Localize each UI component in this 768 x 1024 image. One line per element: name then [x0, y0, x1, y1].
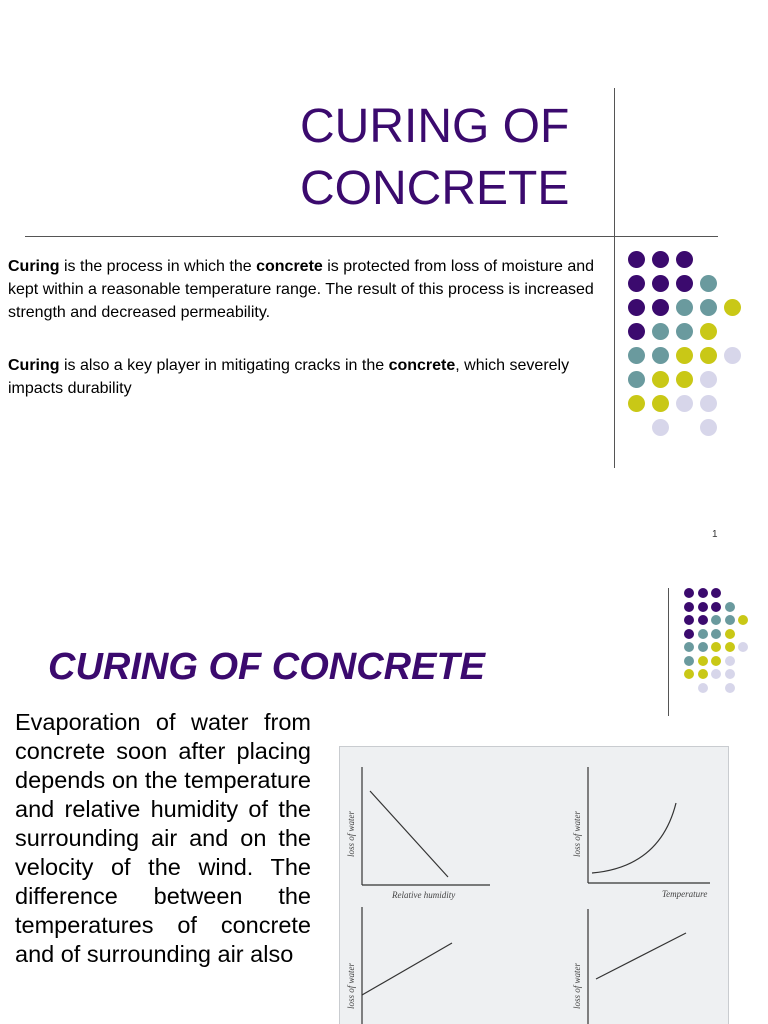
decorative-dot	[711, 588, 721, 598]
decorative-dot	[698, 683, 708, 693]
panel-4-ylabel: loss of water	[572, 962, 582, 1009]
decorative-dot	[628, 299, 645, 316]
page-number: 1	[712, 529, 718, 540]
decorative-dot	[652, 395, 669, 412]
term-curing: Curing	[8, 258, 60, 275]
decorative-dot	[684, 602, 694, 612]
decorative-dot	[676, 299, 693, 316]
decorative-dot	[700, 275, 717, 292]
decorative-dot	[700, 299, 717, 316]
panel-1-curve	[370, 791, 448, 877]
decorative-dot	[700, 419, 717, 436]
decorative-dot	[676, 347, 693, 364]
decorative-dot	[684, 656, 694, 666]
decorative-dot	[676, 371, 693, 388]
term-concrete: concrete	[256, 258, 323, 275]
paragraph-text: is also a key player in mitigating cracks in the	[59, 357, 389, 374]
slide-1-title	[300, 96, 610, 220]
decorative-dot	[652, 323, 669, 340]
decorative-dot	[700, 371, 717, 388]
decorative-dot	[628, 251, 645, 268]
decorative-dot	[725, 602, 735, 612]
decorative-dot	[711, 615, 721, 625]
decorative-dot	[698, 656, 708, 666]
horizontal-divider	[25, 236, 718, 237]
panel-2-xlabel: Temperature	[662, 889, 708, 899]
evaporation-graphs-figure	[339, 746, 729, 1024]
decorative-dot	[628, 275, 645, 292]
panel-4-curve	[596, 933, 686, 979]
decorative-dot	[676, 275, 693, 292]
term-curing: Curing	[8, 357, 60, 374]
decorative-dot	[725, 615, 735, 625]
panel-3-ylabel: loss of water	[346, 962, 356, 1009]
decorative-dot	[652, 299, 669, 316]
decorative-dot	[676, 251, 693, 268]
cracks-paragraph	[8, 354, 598, 400]
decorative-dot	[628, 395, 645, 412]
decorative-dot	[725, 669, 735, 679]
decorative-dot	[700, 395, 717, 412]
title-line-2: CONCRETE	[300, 162, 570, 215]
decorative-dot	[725, 683, 735, 693]
decorative-dot	[724, 299, 741, 316]
decorative-dot	[698, 629, 708, 639]
decorative-dot	[711, 642, 721, 652]
decorative-dot	[724, 347, 741, 364]
panel-1-ylabel: loss of water	[346, 810, 356, 857]
definition-paragraph	[8, 255, 598, 324]
decorative-dot	[676, 323, 693, 340]
decorative-dot	[684, 642, 694, 652]
decorative-dot	[698, 669, 708, 679]
paragraph-text: is the process in which the	[59, 258, 257, 275]
slide-2	[0, 560, 768, 1024]
vertical-divider	[668, 588, 669, 716]
decorative-dot	[711, 669, 721, 679]
decorative-dot	[676, 395, 693, 412]
panel-1-xlabel: Relative humidity	[392, 890, 456, 900]
decorative-dot	[628, 347, 645, 364]
decorative-dot	[652, 419, 669, 436]
decorative-dot	[684, 615, 694, 625]
decorative-dot	[698, 615, 708, 625]
graphs-svg	[340, 747, 728, 1024]
title-line-1: CURING OF	[300, 100, 570, 153]
decorative-dot	[700, 323, 717, 340]
decorative-dot	[684, 629, 694, 639]
decorative-dot	[700, 347, 717, 364]
decorative-dot	[652, 371, 669, 388]
decorative-dot	[711, 602, 721, 612]
decorative-dot	[684, 669, 694, 679]
decorative-dot	[652, 251, 669, 268]
slide-1-body	[8, 255, 598, 430]
decorative-dot	[684, 588, 694, 598]
decorative-dot	[738, 642, 748, 652]
decorative-dot	[698, 588, 708, 598]
decorative-dot	[725, 629, 735, 639]
decorative-dot	[698, 602, 708, 612]
slide-2-body: Evaporation of water from concrete soon after placing depends on the temperature and relative humidity of the surrounding air and on the velocity of the wind. The difference between the temperatures of concrete and of surrounding air also	[15, 709, 311, 967]
decorative-dot	[711, 656, 721, 666]
decorative-dot	[698, 642, 708, 652]
panel-3-curve	[362, 943, 452, 995]
decorative-dot	[628, 323, 645, 340]
panel-2-ylabel: loss of water	[572, 810, 582, 857]
decorative-dot	[725, 656, 735, 666]
vertical-divider	[614, 88, 615, 468]
decorative-dot	[628, 371, 645, 388]
decorative-dot	[652, 347, 669, 364]
term-concrete: concrete	[388, 357, 456, 374]
slide-2-title: CURING OF CONCRETE	[48, 646, 485, 688]
decorative-dot	[652, 275, 669, 292]
paragraph-text: is protected from loss of moisture and kept within a reasonable temperature range. The result of this process is increased strength and decreased permeability.	[8, 258, 595, 321]
paragraph-text: , which severely impacts durability	[8, 357, 570, 397]
decorative-dot	[738, 615, 748, 625]
decorative-dot	[711, 629, 721, 639]
panel-2-curve	[592, 803, 676, 873]
decorative-dot	[725, 642, 735, 652]
